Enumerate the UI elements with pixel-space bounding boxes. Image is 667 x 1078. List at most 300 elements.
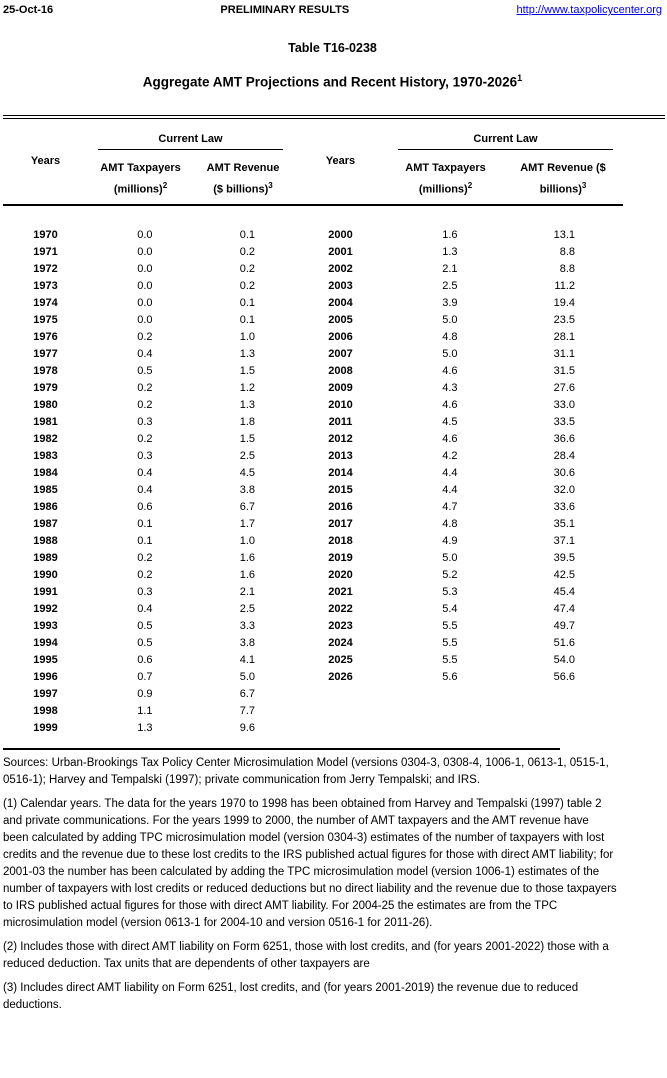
revenue-cell bbox=[503, 430, 623, 447]
value: 1.5 bbox=[239, 432, 255, 445]
year-cell: 2009 bbox=[328, 381, 353, 394]
year-cell: 2021 bbox=[328, 585, 353, 598]
year-cell: 2008 bbox=[328, 364, 353, 377]
revenue-column-header-left bbox=[193, 150, 293, 206]
table-row bbox=[3, 260, 623, 277]
year-cell: 1974 bbox=[33, 296, 58, 309]
value: 1.3 bbox=[442, 245, 458, 258]
value: 5.6 bbox=[442, 670, 458, 683]
value: 5.5 bbox=[442, 619, 458, 632]
table-row bbox=[3, 379, 623, 396]
taxpayers-cell bbox=[388, 260, 503, 277]
taxpayers-cell bbox=[388, 481, 503, 498]
value: 3.3 bbox=[239, 619, 255, 632]
revenue-cell bbox=[193, 345, 293, 362]
table-number-title: Table T16-0238 bbox=[288, 41, 377, 55]
years-column-header-left: Years bbox=[30, 155, 61, 168]
value: 35.1 bbox=[553, 517, 575, 530]
table-row bbox=[3, 205, 623, 243]
value: 2.5 bbox=[442, 279, 458, 292]
taxpayers-cell bbox=[388, 600, 503, 617]
value: 56.6 bbox=[553, 670, 575, 683]
year-cell: 2013 bbox=[328, 449, 353, 462]
year-cell: 1994 bbox=[33, 636, 58, 649]
year-cell: 2020 bbox=[328, 568, 353, 581]
value: 33.6 bbox=[553, 500, 575, 513]
revenue-cell bbox=[503, 243, 623, 260]
revenue-cell bbox=[193, 243, 293, 260]
value: 8.8 bbox=[559, 262, 575, 275]
year-cell: 1971 bbox=[33, 245, 58, 258]
value: 0.2 bbox=[137, 381, 153, 394]
value: 4.8 bbox=[442, 517, 458, 530]
taxpayers-cell bbox=[388, 634, 503, 651]
taxpayers-column-header-left bbox=[88, 150, 193, 206]
taxpayers-header-line1: AMT Taxpayers bbox=[100, 161, 181, 174]
year-cell: 2006 bbox=[328, 330, 353, 343]
value: 0.4 bbox=[137, 466, 153, 479]
taxpayers-cell bbox=[88, 379, 193, 396]
taxpayers-cell bbox=[388, 205, 503, 243]
value: 28.1 bbox=[553, 330, 575, 343]
value: 6.7 bbox=[239, 500, 255, 513]
value: 0.3 bbox=[137, 415, 153, 428]
value: 0.0 bbox=[137, 296, 153, 309]
revenue-cell bbox=[503, 396, 623, 413]
value: 0.3 bbox=[137, 585, 153, 598]
revenue-cell bbox=[193, 515, 293, 532]
taxpayers-cell bbox=[88, 396, 193, 413]
revenue-cell bbox=[503, 532, 623, 549]
revenue-cell bbox=[503, 583, 623, 600]
year-cell: 1975 bbox=[33, 313, 58, 326]
value: 45.4 bbox=[553, 585, 575, 598]
taxpayers-cell bbox=[388, 498, 503, 515]
revenue-cell bbox=[503, 328, 623, 345]
value: 0.7 bbox=[137, 670, 153, 683]
value: 0.2 bbox=[137, 568, 153, 581]
taxpayers-cell bbox=[388, 379, 503, 396]
year-cell: 1985 bbox=[33, 483, 58, 496]
year-cell: 2010 bbox=[328, 398, 353, 411]
revenue-cell bbox=[503, 345, 623, 362]
revenue-cell bbox=[503, 379, 623, 396]
table-row bbox=[3, 311, 623, 328]
footnote-2: (2) Includes those with direct AMT liability on Form 6251, those with lost credits, and (for years 2001-2022) those with a reduced deduction. Tax units that are dependents of other taxpayers are bbox=[3, 941, 609, 971]
taxpayers-cell bbox=[88, 685, 193, 702]
value: 4.6 bbox=[442, 364, 458, 377]
taxpayers-cell bbox=[88, 600, 193, 617]
value: 1.7 bbox=[239, 517, 255, 530]
revenue-footnote-marker: 3 bbox=[268, 180, 273, 190]
revenue-cell bbox=[193, 260, 293, 277]
taxpayers-cell bbox=[88, 498, 193, 515]
taxpayers-cell bbox=[88, 651, 193, 668]
value: 0.5 bbox=[137, 619, 153, 632]
year-cell: 1987 bbox=[33, 517, 58, 530]
year-cell: 2026 bbox=[328, 670, 353, 683]
value: 0.1 bbox=[239, 228, 255, 241]
value: 5.0 bbox=[239, 670, 255, 683]
year-cell: 2022 bbox=[328, 602, 353, 615]
table-row bbox=[3, 430, 623, 447]
value: 4.5 bbox=[239, 466, 255, 479]
table-row bbox=[3, 294, 623, 311]
value: 0.2 bbox=[239, 279, 255, 292]
taxpayers-cell bbox=[388, 311, 503, 328]
taxpayers-cell bbox=[88, 243, 193, 260]
taxpayers-cell bbox=[388, 413, 503, 430]
value: 1.8 bbox=[239, 415, 255, 428]
value: 5.5 bbox=[442, 653, 458, 666]
value: 1.3 bbox=[239, 398, 255, 411]
value: 4.1 bbox=[239, 653, 255, 666]
value: 19.4 bbox=[553, 296, 575, 309]
value: 30.6 bbox=[553, 466, 575, 479]
taxpayers-cell bbox=[88, 413, 193, 430]
table-row bbox=[3, 362, 623, 379]
taxpayers-cell bbox=[388, 243, 503, 260]
value: 0.2 bbox=[137, 551, 153, 564]
revenue-cell bbox=[193, 685, 293, 702]
value: 23.5 bbox=[553, 313, 575, 326]
taxpayers-cell bbox=[88, 532, 193, 549]
taxpayers-header-line2: (millions) bbox=[113, 183, 163, 196]
revenue-cell bbox=[193, 294, 293, 311]
table-row bbox=[3, 515, 623, 532]
value: 0.2 bbox=[137, 432, 153, 445]
year-cell: 1988 bbox=[33, 534, 58, 547]
value: 4.8 bbox=[442, 330, 458, 343]
current-law-label-right: Current Law bbox=[398, 133, 613, 150]
taxpolicycenter-link[interactable]: http://www.taxpolicycenter.org bbox=[516, 4, 662, 16]
revenue-cell bbox=[193, 311, 293, 328]
taxpayers-cell bbox=[88, 205, 193, 243]
revenue-cell bbox=[503, 311, 623, 328]
amt-table bbox=[3, 119, 623, 747]
taxpayers-cell bbox=[388, 651, 503, 668]
value: 33.5 bbox=[553, 415, 575, 428]
value: 11.2 bbox=[554, 279, 575, 292]
year-cell: 1995 bbox=[33, 653, 58, 666]
taxpayers-cell bbox=[388, 719, 503, 746]
taxpayers-cell bbox=[388, 345, 503, 362]
year-cell: 1981 bbox=[33, 415, 58, 428]
value: 4.4 bbox=[442, 483, 458, 496]
revenue-cell bbox=[503, 549, 623, 566]
taxpayers-cell bbox=[388, 362, 503, 379]
year-cell: 1990 bbox=[33, 568, 58, 581]
table-row bbox=[3, 668, 623, 685]
revenue-cell bbox=[193, 617, 293, 634]
value: 31.1 bbox=[553, 347, 575, 360]
value: 0.0 bbox=[137, 262, 153, 275]
year-cell: 1992 bbox=[33, 602, 58, 615]
table-title-footnote-marker: 1 bbox=[517, 73, 523, 83]
year-cell: 1997 bbox=[33, 687, 58, 700]
taxpayers-cell bbox=[88, 430, 193, 447]
revenue-cell bbox=[503, 498, 623, 515]
taxpayers-cell bbox=[88, 668, 193, 685]
value: 9.6 bbox=[239, 721, 255, 734]
value: 0.9 bbox=[137, 687, 153, 700]
value: 27.6 bbox=[553, 381, 575, 394]
table-row bbox=[3, 685, 623, 702]
value: 4.7 bbox=[442, 500, 458, 513]
value: 0.2 bbox=[239, 262, 255, 275]
value: 3.8 bbox=[239, 483, 255, 496]
sources-note: Sources: Urban-Brookings Tax Policy Center Microsimulation Model (versions 0304-3, 0308-4, 1006-1, 0613-1, 0515-1, 0516-1); Harvey and Tempalski (1997); private communication from Jerry Tempalski; and IRS. bbox=[3, 757, 609, 787]
value: 1.3 bbox=[239, 347, 255, 360]
value: 3.8 bbox=[239, 636, 255, 649]
value: 0.0 bbox=[137, 279, 153, 292]
taxpayers-cell bbox=[88, 328, 193, 345]
year-cell: 2024 bbox=[328, 636, 353, 649]
value: 0.1 bbox=[137, 517, 153, 530]
taxpayers-cell bbox=[88, 719, 193, 746]
revenue-cell bbox=[193, 362, 293, 379]
taxpayers-header-line1: AMT Taxpayers bbox=[405, 161, 486, 174]
revenue-cell bbox=[193, 651, 293, 668]
footnote-1: (1) Calendar years. The data for the years 1970 to 1998 has been obtained from Harvey and Tempalski (1997) table 2 and private communications. For the years 1999 to 2000, the number of AMT taxpayers and the AMT revenue have been calculated by adding TPC microsimulation model (version 0304-3) estimates of the number of taxpayers with lost credits and the revenue due to these lost credits to the IRS published actual figures for those with direct AMT liability; for 2001-03 the number has been calculated by adding the TPC microsimulation model (version 1006-1) estimates of the number of taxpayers with lost credits or reduced deductions but no direct liability and the revenue due to those taxpayers to IRS published actual figures for those with direct AMT liability. For 2004-25 the estimates are from the TPC microsimulation model (version 0613-1 for 2004-10 and version 0516-1 for 2011-26). bbox=[3, 798, 617, 930]
taxpayers-footnote-marker: 2 bbox=[467, 180, 473, 190]
year-cell: 2004 bbox=[328, 296, 353, 309]
value: 0.0 bbox=[137, 228, 153, 241]
year-cell: 2014 bbox=[328, 466, 353, 479]
table-row bbox=[3, 583, 623, 600]
taxpayers-cell bbox=[388, 464, 503, 481]
value: 4.9 bbox=[442, 534, 458, 547]
value: 51.6 bbox=[553, 636, 575, 649]
table-row bbox=[3, 651, 623, 668]
value: 0.0 bbox=[137, 245, 153, 258]
year-cell: 1991 bbox=[33, 585, 58, 598]
revenue-cell bbox=[503, 447, 623, 464]
table-title bbox=[3, 73, 662, 90]
table-row bbox=[3, 634, 623, 651]
taxpayers-cell bbox=[388, 532, 503, 549]
value: 4.2 bbox=[442, 449, 458, 462]
revenue-cell bbox=[503, 413, 623, 430]
revenue-header-line2: billions) bbox=[539, 183, 582, 196]
year-cell: 2015 bbox=[328, 483, 353, 496]
revenue-cell bbox=[193, 481, 293, 498]
table-row bbox=[3, 702, 623, 719]
taxpayers-cell bbox=[88, 566, 193, 583]
value: 5.3 bbox=[442, 585, 458, 598]
taxpayers-cell bbox=[388, 668, 503, 685]
year-cell: 1996 bbox=[33, 670, 58, 683]
table-row bbox=[3, 481, 623, 498]
taxpayers-cell bbox=[388, 515, 503, 532]
value: 4.6 bbox=[442, 398, 458, 411]
year-cell: 1999 bbox=[33, 721, 58, 734]
current-law-label-left: Current Law bbox=[98, 133, 283, 150]
taxpayers-cell bbox=[88, 447, 193, 464]
year-cell: 2023 bbox=[328, 619, 353, 632]
current-law-group-header-left bbox=[88, 119, 293, 150]
revenue-footnote-marker: 3 bbox=[581, 180, 587, 190]
table-row bbox=[3, 328, 623, 345]
year-cell: 2025 bbox=[328, 653, 353, 666]
revenue-cell bbox=[193, 583, 293, 600]
revenue-cell bbox=[193, 634, 293, 651]
taxpayers-cell bbox=[88, 464, 193, 481]
taxpayers-cell bbox=[88, 583, 193, 600]
year-cell: 2019 bbox=[328, 551, 353, 564]
taxpayers-cell bbox=[388, 685, 503, 702]
table-row bbox=[3, 243, 623, 260]
value: 37.1 bbox=[553, 534, 575, 547]
revenue-cell bbox=[193, 205, 293, 243]
year-cell: 2011 bbox=[328, 415, 353, 428]
revenue-cell bbox=[503, 481, 623, 498]
year-cell: 1984 bbox=[33, 466, 58, 479]
table-row bbox=[3, 617, 623, 634]
revenue-cell bbox=[193, 430, 293, 447]
taxpayers-cell bbox=[388, 277, 503, 294]
value: 1.6 bbox=[239, 551, 255, 564]
value: 2.5 bbox=[239, 449, 255, 462]
value: 42.5 bbox=[553, 568, 575, 581]
value: 47.4 bbox=[553, 602, 575, 615]
value: 13.1 bbox=[553, 228, 575, 241]
year-cell: 1998 bbox=[33, 704, 58, 717]
taxpayers-cell bbox=[88, 294, 193, 311]
preliminary-results-label: PRELIMINARY RESULTS bbox=[220, 4, 350, 16]
value: 3.9 bbox=[442, 296, 458, 309]
revenue-cell bbox=[503, 566, 623, 583]
year-cell: 1980 bbox=[33, 398, 58, 411]
year-cell: 1989 bbox=[33, 551, 58, 564]
year-cell: 2018 bbox=[328, 534, 353, 547]
table-row bbox=[3, 719, 623, 746]
value: 54.0 bbox=[553, 653, 575, 666]
value: 4.5 bbox=[442, 415, 458, 428]
revenue-cell bbox=[193, 498, 293, 515]
page-header bbox=[3, 4, 662, 17]
year-cell: 2017 bbox=[328, 517, 353, 530]
year-cell: 2002 bbox=[328, 262, 353, 275]
taxpayers-cell bbox=[88, 277, 193, 294]
value: 0.6 bbox=[137, 653, 153, 666]
taxpayers-cell bbox=[88, 702, 193, 719]
revenue-cell bbox=[193, 549, 293, 566]
year-cell: 1979 bbox=[33, 381, 58, 394]
table-title-text: Aggregate AMT Projections and Recent History, 1970-2026 bbox=[142, 74, 518, 90]
revenue-cell bbox=[193, 277, 293, 294]
taxpayers-cell bbox=[388, 566, 503, 583]
value: 1.1 bbox=[137, 704, 153, 717]
revenue-cell bbox=[503, 600, 623, 617]
value: 5.2 bbox=[442, 568, 458, 581]
value: 1.5 bbox=[239, 364, 255, 377]
year-cell bbox=[293, 702, 388, 719]
taxpayers-cell bbox=[88, 260, 193, 277]
value: 0.2 bbox=[137, 330, 153, 343]
table-row bbox=[3, 549, 623, 566]
taxpayers-cell bbox=[388, 430, 503, 447]
value: 5.5 bbox=[442, 636, 458, 649]
table-row bbox=[3, 532, 623, 549]
table-row bbox=[3, 413, 623, 430]
year-cell: 2016 bbox=[328, 500, 353, 513]
year-cell: 1993 bbox=[33, 619, 58, 632]
year-cell: 1976 bbox=[33, 330, 58, 343]
revenue-cell bbox=[193, 702, 293, 719]
taxpayers-cell bbox=[388, 549, 503, 566]
taxpayers-column-header-right bbox=[388, 150, 503, 206]
revenue-cell bbox=[503, 719, 623, 746]
value: 0.1 bbox=[239, 296, 255, 309]
value: 4.6 bbox=[442, 432, 458, 445]
table-row bbox=[3, 600, 623, 617]
year-cell: 2001 bbox=[328, 245, 353, 258]
value: 0.2 bbox=[137, 398, 153, 411]
revenue-cell bbox=[503, 702, 623, 719]
revenue-cell bbox=[193, 447, 293, 464]
revenue-cell bbox=[193, 600, 293, 617]
taxpayers-cell bbox=[388, 328, 503, 345]
revenue-cell bbox=[503, 634, 623, 651]
value: 1.6 bbox=[442, 228, 458, 241]
taxpayers-cell bbox=[388, 583, 503, 600]
revenue-cell bbox=[193, 379, 293, 396]
year-cell: 1978 bbox=[33, 364, 58, 377]
table-row bbox=[3, 464, 623, 481]
year-cell: 1982 bbox=[33, 432, 58, 445]
value: 33.0 bbox=[553, 398, 575, 411]
value: 32.0 bbox=[553, 483, 575, 496]
revenue-cell bbox=[503, 294, 623, 311]
value: 1.3 bbox=[137, 721, 153, 734]
date-label: 25-Oct-16 bbox=[3, 4, 54, 16]
revenue-cell bbox=[193, 566, 293, 583]
table-row bbox=[3, 447, 623, 464]
value: 1.6 bbox=[239, 568, 255, 581]
taxpayers-cell bbox=[88, 634, 193, 651]
table-bottom-rule bbox=[3, 748, 560, 750]
value: 0.4 bbox=[137, 347, 153, 360]
taxpayers-cell bbox=[388, 396, 503, 413]
revenue-cell bbox=[503, 277, 623, 294]
table-row bbox=[3, 498, 623, 515]
value: 2.1 bbox=[239, 585, 255, 598]
value: 1.0 bbox=[239, 534, 255, 547]
value: 5.4 bbox=[442, 602, 458, 615]
taxpayers-cell bbox=[88, 311, 193, 328]
value: 2.5 bbox=[239, 602, 255, 615]
revenue-cell bbox=[503, 515, 623, 532]
value: 0.3 bbox=[137, 449, 153, 462]
revenue-cell bbox=[503, 464, 623, 481]
value: 7.7 bbox=[239, 704, 255, 717]
value: 0.1 bbox=[239, 313, 255, 326]
taxpayers-cell bbox=[388, 702, 503, 719]
value: 0.2 bbox=[239, 245, 255, 258]
table-row bbox=[3, 277, 623, 294]
value: 0.4 bbox=[137, 602, 153, 615]
revenue-column-header-right bbox=[503, 150, 623, 206]
revenue-cell bbox=[193, 532, 293, 549]
taxpayers-cell bbox=[88, 515, 193, 532]
revenue-cell bbox=[503, 685, 623, 702]
value: 5.0 bbox=[442, 551, 458, 564]
taxpayers-cell bbox=[88, 481, 193, 498]
revenue-cell bbox=[193, 328, 293, 345]
value: 0.5 bbox=[137, 636, 153, 649]
value: 4.4 bbox=[442, 466, 458, 479]
